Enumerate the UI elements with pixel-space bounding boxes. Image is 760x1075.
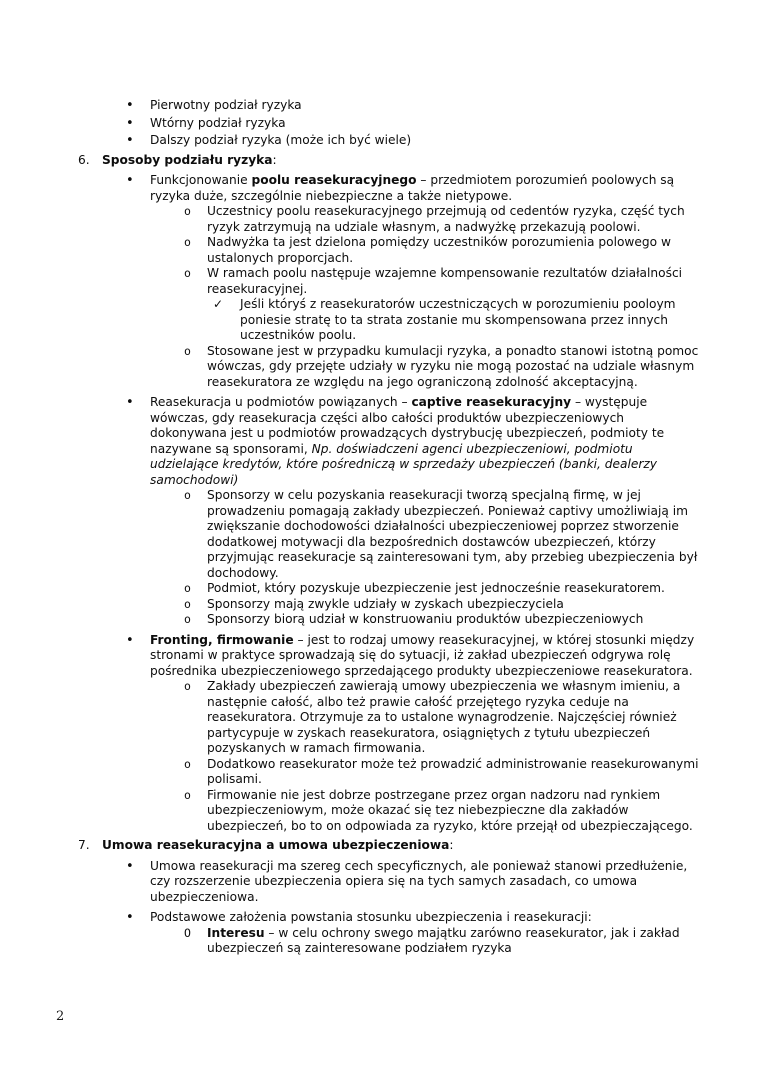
list-item: [0, 633, 760, 680]
bullet-marker: •: [126, 133, 134, 148]
list-item: [0, 788, 760, 835]
list-item: [0, 266, 760, 297]
list-item-text: Podstawowe założenia powstania stosunku ubezpieczenia i reasekuracji:: [150, 910, 592, 924]
list-item: [0, 926, 760, 957]
list-item: [0, 344, 760, 391]
bullet-marker: •: [126, 910, 134, 925]
list-item: [0, 581, 760, 597]
list-item: [0, 910, 760, 926]
list-item-text: Dalszy podział ryzyka (może ich być wiele): [150, 133, 412, 147]
list-item: [0, 859, 760, 906]
bullet-marker: •: [126, 115, 134, 131]
circle-bullet-marker: o: [184, 488, 191, 502]
list-item-text: Funkcjonowanie poolu reasekuracyjnego – przedmiotem porozumień poolowych są ryzyka duże, szczególnie niebezpieczne a także nietypowe.: [150, 173, 675, 203]
circle-bullet-marker: O: [184, 925, 191, 940]
circle-bullet-marker: o: [184, 343, 191, 358]
list-item: [0, 597, 760, 613]
list-item-text: W ramach poolu następuje wzajemne kompensowanie rezultatów działalności reasekuracyjnej.: [207, 266, 683, 296]
list-item-text: Pierwotny podział ryzyka: [150, 98, 302, 112]
circle-bullet-marker: o: [184, 204, 191, 218]
list-item-text: Stosowane jest w przypadku kumulacji ryzyka, a ponadto stanowi istotną pomoc wówczas, gdy przejęte udziały w ryzyku nie mogą pozostać na udziale własnym reasekuratora ze względu na jego ograniczoną zdolność akceptacyjną.: [207, 343, 699, 389]
list-item-text: Sponsorzy mają zwykle udziały w zyskach ubezpieczyciela: [207, 596, 564, 611]
list-item-text: Nadwyżka ta jest dzielona pomiędzy uczestników porozumienia polowego w ustalonych proporcjach.: [207, 235, 671, 265]
page-number: 2: [56, 1009, 65, 1024]
list-item-text: Sponsorzy w celu pozyskania reasekuracji tworzą specjalną firmę, w jej prowadzeniu pomagają zakłady ubezpieczeń. Ponieważ captivy umożliwiają im zwiększanie dochodowości działalności ubezpieczeniowej poprzez stworzenie dodatkowej motywacji dla bezpośrednich dostawców ubezpieczeń, którzy przyjmując reasekuracje są zainteresowani tym, aby przebieg ubezpieczenia był dochodowy.: [207, 488, 698, 580]
list-item-text: Jeśli któryś z reasekuratorów uczestniczących w porozumieniu pooloym poniesie stratę to ta strata zostanie mu skompensowana przez innych uczestników poolu.: [240, 297, 676, 342]
list-item: [0, 297, 760, 344]
bullet-marker: •: [126, 98, 134, 113]
list-item: [0, 679, 760, 757]
check-marker: ✓: [213, 297, 224, 311]
list-item: [0, 204, 760, 235]
list-item: [0, 395, 760, 488]
list-item-text: Umowa reasekuracyjna a umowa ubezpieczeniowa:: [102, 838, 454, 852]
number-marker: 7.: [78, 838, 90, 852]
list-item-text: Wtórny podział ryzyka: [150, 115, 286, 130]
circle-bullet-marker: o: [184, 787, 191, 802]
bullet-marker: •: [126, 858, 134, 874]
list-item: [0, 98, 760, 114]
list-item-text: Reasekuracja u podmiotów powiązanych – captive reasekuracyjny – występuje wówczas, gdy reasekuracja części albo całości produktów ubezpieczeniowych dokonywana jest u podmiotów prowadzących dystrybucję ubezpieczeń, podmioty te nazywane są sponsorami, Np. doświadczeni agenci ubezpieczeniowi, podmiotu udzielające kredytów, które pośredniczą w sprzedaży ubezpieczeń (banki, dealerzy samochodowi): [150, 395, 665, 487]
circle-bullet-marker: o: [184, 679, 191, 693]
list-item: [0, 757, 760, 788]
list-item: [0, 488, 760, 581]
list-item: [0, 838, 760, 854]
bullet-marker: •: [126, 395, 134, 410]
circle-bullet-marker: o: [184, 756, 191, 771]
list-item: [0, 153, 760, 169]
list-item-text: Dodatkowo reasekurator może też prowadzić administrowanie reasekurowanymi polisami.: [207, 756, 699, 786]
circle-bullet-marker: o: [184, 581, 191, 595]
list-item: [0, 133, 760, 149]
circle-bullet-marker: o: [184, 612, 191, 626]
bullet-marker: •: [126, 632, 134, 648]
list-item-text: Umowa reasekuracji ma szereg cech specyficznych, ale ponieważ stanowi przedłużenie, czy rozszerzenie ubezpieczenia opiera się na tych samych zasadach, co umowa ubezpieczeniowa.: [150, 858, 688, 904]
list-item-text: Sponsorzy biorą udział w konstruowaniu produktów ubezpieczeniowych: [207, 612, 644, 626]
list-item-text: Uczestnicy poolu reasekuracyjnego przejmują od cedentów ryzyka, część tych ryzyk zatrzymują na udziale własnym, a nadwyżkę przekazują poolowi.: [207, 204, 685, 234]
list-item-text: Fronting, firmowanie – jest to rodzaj umowy reasekuracyjnej, w której stosunki między stronami w praktyce sprowadzają się do sytuacji, iż zakład ubezpieczeń odgrywa rolę pośrednika ubezpieczeniowego sprzedającego produkty ubezpieczeniowe reasekuratora.: [150, 632, 695, 678]
number-marker: 6.: [78, 152, 90, 167]
circle-bullet-marker: o: [184, 266, 191, 280]
circle-bullet-marker: o: [184, 596, 191, 611]
list-item-text: Sposoby podziału ryzyka:: [102, 152, 277, 167]
bullet-marker: •: [126, 173, 134, 188]
list-item: [0, 173, 760, 204]
list-item-text: Zakłady ubezpieczeń zawierają umowy ubezpieczenia we własnym imieniu, a następnie całość, albo też prawie całość przejętego ryzyka ceduje na reasekuratora. Otrzymuje za to ustalone wynagrodzenie. Najczęściej również partycypuje w zyskach reasekuratora, osiągniętych z tytułu ubezpieczeń pozyskanych w ramach firmowania.: [207, 679, 681, 755]
circle-bullet-marker: o: [184, 235, 191, 249]
list-item-text: Podmiot, który pozyskuje ubezpieczenie jest jednocześnie reasekuratorem.: [207, 581, 665, 595]
list-item: [0, 116, 760, 132]
list-item-text: Firmowanie nie jest dobrze postrzegane przez organ nadzoru nad rynkiem ubezpieczeniowym, może okazać się tez niebezpieczne dla zakładów ubezpieczeń, bo to on odpowiada za ryzyko, które przejął od ubezpieczającego.: [207, 787, 693, 833]
list-item: [0, 612, 760, 628]
list-item: [0, 235, 760, 266]
list-item-text: Interesu – w celu ochrony swego majątku zarówno reasekurator, jak i zakład ubezpieczeń są zainteresowane podziałem ryzyka: [207, 925, 680, 955]
